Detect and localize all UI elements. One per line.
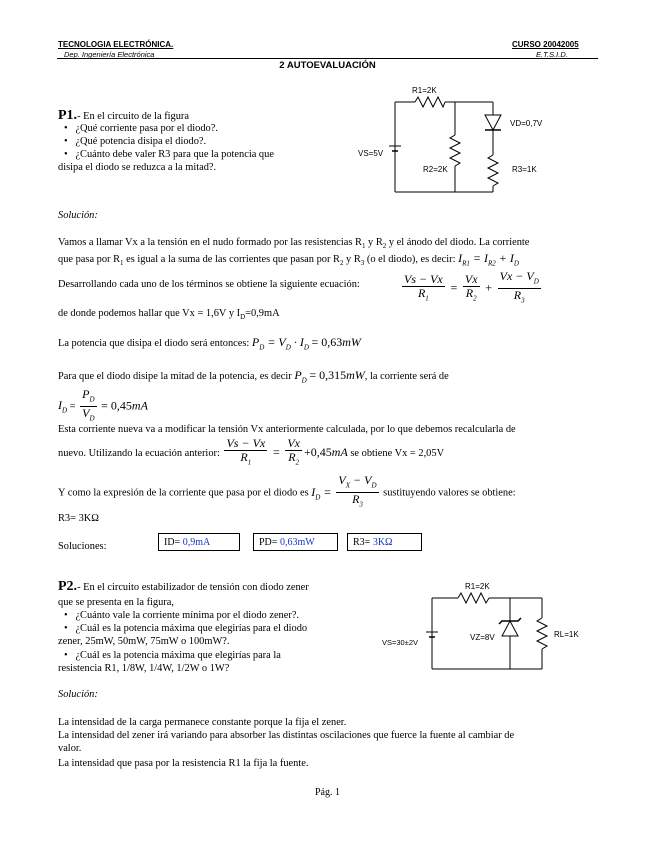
p2-solution-heading: Solución: (58, 689, 98, 700)
p2-label-r1: R1=2K (465, 582, 490, 591)
p1-label-r1: R1=2K (412, 86, 437, 95)
p1-para8: Esta corriente nueva va a modificar la tensión Vx anteriormente calculada, por lo que debemos recalcularla de (58, 424, 516, 435)
p1-diode-symbol (485, 115, 501, 130)
p1-q3-cont: disipa el diodo se reduzca a la mitad?. (58, 162, 217, 173)
p1-para7: $I_D$ = $\frac{P_D}{V_D}$ = 0,45mA (58, 387, 148, 423)
page-title: 2 AUTOEVALUACIÓN (279, 60, 376, 71)
p1-q1: • ¿Qué corriente pasa por el diodo?. (64, 123, 218, 134)
p2-label-vz: VZ=8V (470, 633, 495, 642)
p1-para5: La potencia que disipa el diodo será entonces: $P_D = V_D \cdot I_D = 0,63mW$ (58, 335, 361, 352)
p2-label-rl: RL=1K (554, 630, 579, 639)
p2-zener-symbol (499, 618, 521, 636)
course-subject: TECNOLOGIA ELECTRÓNICA. (58, 40, 174, 49)
p1-circuit-diagram (355, 80, 565, 200)
course-year: CURSO 20042005 (512, 40, 579, 49)
p1-para2: que pasa por $R_1$ es igual a la suma de las corrientes que pasan por $R_2$ y $R_3$ (o el diodo), es decir: $I_{R1} = I_{R2} + I_D$ (58, 251, 519, 268)
p2-line3: valor. (58, 743, 82, 754)
p2-circuit-diagram (378, 578, 593, 678)
p1-label-vd: VD=0,7V (510, 119, 543, 128)
p1-para3: Desarrollando cada uno de los términos se obtiene la siguiente ecuación: (58, 279, 360, 290)
p1-para10: Y como la expresión de la corriente que pasa por el diodo es $I_D$ = $\frac{V_X - V_D}{R_3}$ sustituyendo valores se obtiene: (58, 473, 516, 509)
school: E.T.S.I.D. (536, 50, 568, 59)
p1-label-vs: VS=5V (358, 149, 384, 158)
p1-kcl-equation: $I_{R1} = I_{R2} + I_D$ (458, 251, 519, 268)
p1-r3-result: R3= 3KΩ (58, 513, 100, 524)
p1-para6: Para que el diodo disipe la mitad de la potencia, es decir $P_D = 0,315mW$, la corriente será de (58, 368, 449, 385)
page-number: Pág. 1 (315, 787, 340, 798)
p2-line1: La intensidad de la carga permanece constante porque la fija el zener. (58, 717, 347, 728)
p2-line4: La intensidad que pasa por la resistencia R1 la fija la fuente. (58, 758, 309, 769)
p2-line2: La intensidad del zener irá variando para absorber las distintas oscilaciones que fuerce la fuente al cambiar de (58, 730, 515, 741)
p1-node-equation: $\frac{Vs - Vx}{R_1}$ = $\frac{Vx}{R_2}$ + $\frac{Vx - V_D}{R_3}$ (404, 269, 539, 305)
p1-para9: nuevo. Utilizando la ecuación anterior: $\frac{Vs - Vx}{R_1}$ = $\frac{Vx}{R_2}$ +0,45mA se obtiene Vx = 2,05V (58, 436, 445, 467)
p1-para1: Vamos a llamar Vx a la tensión en el nudo formado por las resistencias $R_1$ y $R_2$ y el ánodo del diodo. La corriente (58, 237, 530, 251)
p1-intro: P1.- En el circuito de la figura (58, 108, 190, 123)
p1-label-r3: R3=1K (512, 165, 537, 174)
p1-solution-heading: Solución: (58, 210, 98, 221)
p1-q2: • ¿Qué potencia disipa el diodo?. (64, 136, 207, 147)
p2-q3-cont: resistencia R1, 1/8W, 1/4W, 1/2W o 1W? (58, 663, 230, 674)
department: Dep. Ingeniería Electrónica (64, 50, 155, 59)
p2-q2: • ¿Cuál es la potencia máxima que elegirías para el diodo (64, 623, 308, 634)
p1-answer-pd: PD= 0,63mW (253, 533, 338, 551)
p2-intro: P2.- En el circuito estabilizador de tensión con diodo zener (58, 579, 309, 594)
p2-label-vs: VS=30±2V (382, 638, 419, 647)
p2-q1: • ¿Cuánto vale la corriente mínima por el diodo zener?. (64, 610, 300, 621)
p1-q3: • ¿Cuánto debe valer R3 para que la potencia que (64, 149, 274, 160)
header-rule (57, 58, 598, 59)
p2-q3: • ¿Cuál es la potencia máxima que elegirías para la (64, 650, 281, 661)
p1-para4: de donde podemos hallar que Vx = 1,6V y $I_D=0,9mA$ (58, 308, 280, 322)
p2-intro-cont: que se presenta en la figura, (58, 597, 174, 608)
p2-q2-cont: zener, 25mW, 50mW, 75mW o 100mW?. (58, 636, 230, 647)
p1-label-r2: R2=2K (423, 165, 448, 174)
p1-answer-r3: R3= 3KΩ (347, 533, 422, 551)
p1-solutions-label: Soluciones: (58, 541, 107, 552)
p1-answer-id: ID= 0,9mA (158, 533, 240, 551)
